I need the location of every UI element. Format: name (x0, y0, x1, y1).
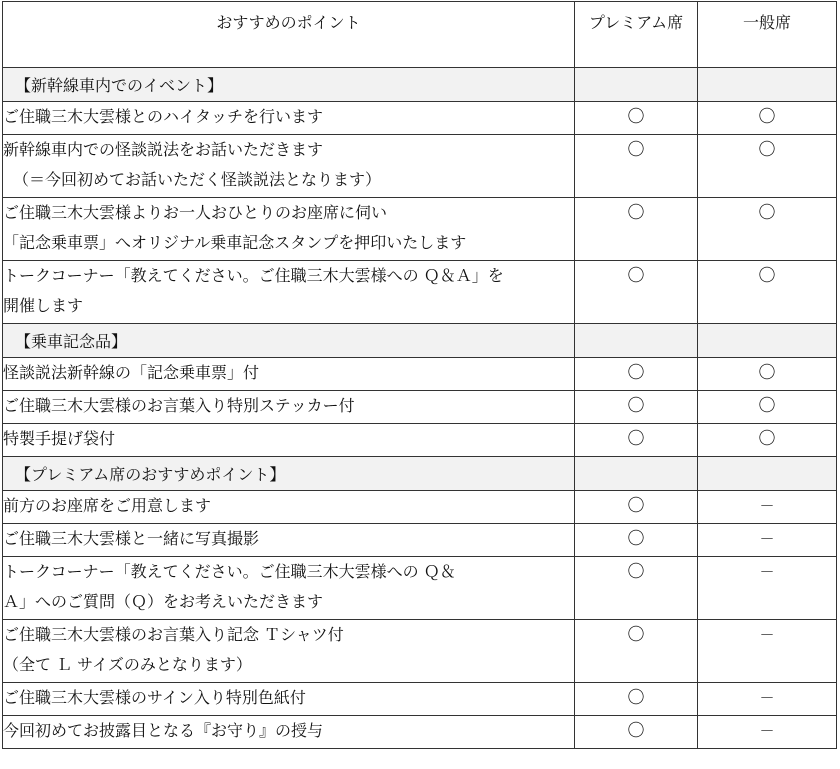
premium-mark: 〇 (575, 620, 698, 683)
section-title: 【プレミアム席のおすすめポイント】 (3, 457, 575, 491)
premium-mark: 〇 (575, 198, 698, 261)
premium-mark: 〇 (575, 491, 698, 524)
premium-mark: 〇 (575, 424, 698, 457)
table-row (3, 524, 837, 557)
item-cell: 新幹線車内での怪談説法をお話いただきます （＝今回初めてお話いただく怪談説法となります） (3, 135, 575, 198)
table-row (3, 261, 837, 324)
item-cell: 怪談説法新幹線の「記念乗車票」付 (3, 358, 575, 391)
general-mark: － (698, 491, 837, 524)
general-mark: 〇 (698, 358, 837, 391)
general-mark: 〇 (698, 198, 837, 261)
table-row (3, 135, 837, 198)
item-cell: 前方のお座席をご用意します (3, 491, 575, 524)
section-title: 【乗車記念品】 (3, 324, 575, 358)
section-row (3, 324, 837, 358)
table-row (3, 102, 837, 135)
general-mark: 〇 (698, 261, 837, 324)
premium-mark: 〇 (575, 102, 698, 135)
general-mark: 〇 (698, 424, 837, 457)
item-cell: トークコーナー「教えてください。ご住職三木大雲様への Ｑ＆Ａ」を 開催します (3, 261, 575, 324)
premium-mark: 〇 (575, 524, 698, 557)
item-cell: 今回初めてお披露目となる『お守り』の授与 (3, 716, 575, 749)
premium-mark: 〇 (575, 391, 698, 424)
general-mark: － (698, 620, 837, 683)
table-row (3, 683, 837, 716)
header-premium: プレミアム席 (575, 2, 698, 68)
item-cell: ご住職三木大雲様よりお一人おひとりのお座席に伺い 「記念乗車票」へオリジナル乗車記念スタンプを押印いたします (3, 198, 575, 261)
premium-mark: 〇 (575, 358, 698, 391)
table-row (3, 557, 837, 620)
general-mark: 〇 (698, 135, 837, 198)
item-cell: トークコーナー「教えてください。ご住職三木大雲様への Ｑ＆ Ａ」へのご質問（Ｑ）をお考えいただきます (3, 557, 575, 620)
header-points: おすすめのポイント (3, 2, 575, 68)
section-title: 【新幹線車内でのイベント】 (3, 68, 575, 102)
section-row (3, 457, 837, 491)
premium-mark: 〇 (575, 557, 698, 620)
table-row (3, 620, 837, 683)
premium-mark: 〇 (575, 716, 698, 749)
general-mark: － (698, 524, 837, 557)
general-mark: － (698, 557, 837, 620)
item-cell: 特製手提げ袋付 (3, 424, 575, 457)
table-row (3, 491, 837, 524)
table-row (3, 198, 837, 261)
header-row (3, 2, 837, 68)
general-mark: 〇 (698, 102, 837, 135)
section-row (3, 68, 837, 102)
item-cell: ご住職三木大雲様と一緒に写真撮影 (3, 524, 575, 557)
table-row (3, 391, 837, 424)
item-cell: ご住職三木大雲様のお言葉入り記念 Ｔシャツ付 （全て Ｌ サイズのみとなります） (3, 620, 575, 683)
table-row (3, 358, 837, 391)
premium-mark: 〇 (575, 135, 698, 198)
header-general: 一般席 (698, 2, 837, 68)
comparison-table (2, 1, 837, 749)
general-mark: 〇 (698, 391, 837, 424)
general-mark: － (698, 683, 837, 716)
premium-mark: 〇 (575, 261, 698, 324)
premium-mark: 〇 (575, 683, 698, 716)
table-row (3, 716, 837, 749)
item-cell: ご住職三木大雲様のサイン入り特別色紙付 (3, 683, 575, 716)
item-cell: ご住職三木大雲様とのハイタッチを行います (3, 102, 575, 135)
item-cell: ご住職三木大雲様のお言葉入り特別ステッカー付 (3, 391, 575, 424)
general-mark: － (698, 716, 837, 749)
table-row (3, 424, 837, 457)
